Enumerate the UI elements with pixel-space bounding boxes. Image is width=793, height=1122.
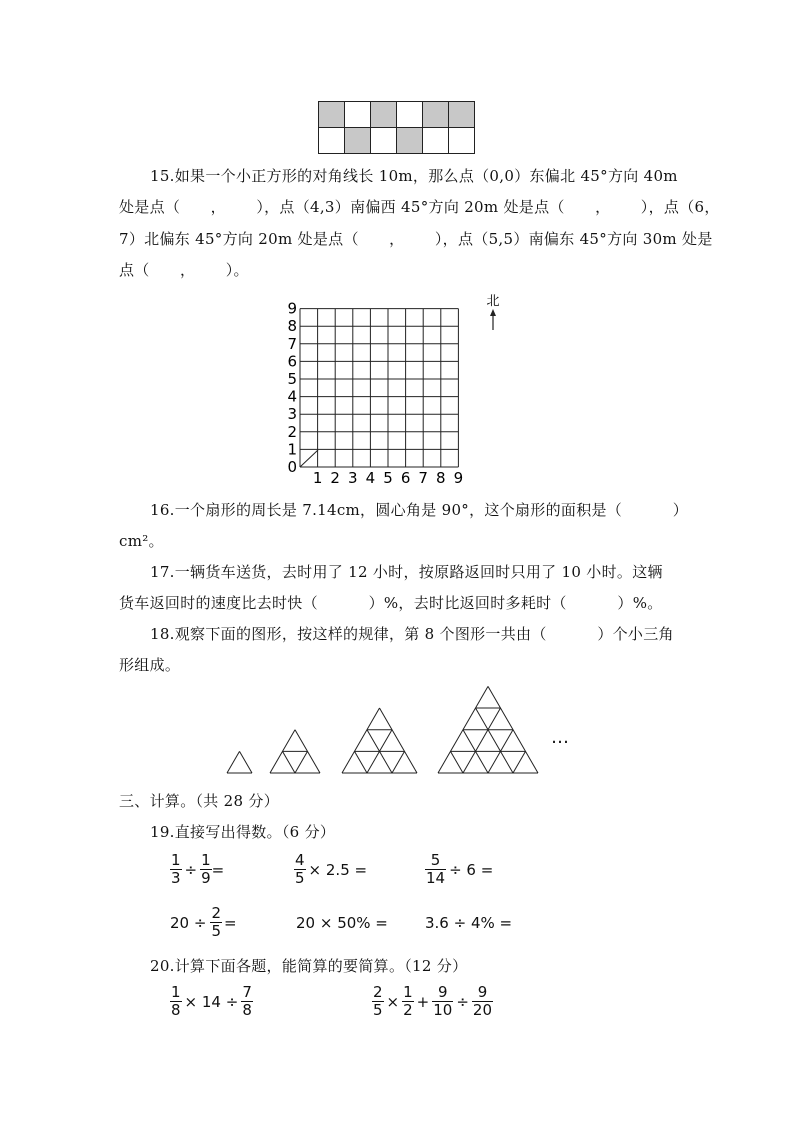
x-tick-label: 7 (418, 469, 428, 485)
q15-line-2: 处是点（ ， ），点（4,3）南偏西 45°方向 20m 处是点（ ， ），点（6， (119, 198, 720, 216)
q17-line-1: 17.一辆货车送货，去时用了 12 小时，按原路返回时只用了 10 小时。这辆 (150, 563, 663, 581)
x-tick-label: 8 (436, 469, 446, 485)
north-label: 北 (486, 294, 500, 309)
triangle-figure-3 (342, 708, 417, 773)
triangle-figure-1 (227, 751, 252, 773)
q20-expr-1: $\frac{1}{8}$ × 14 ÷ $\frac{7}{8}$ (171, 983, 252, 1019)
q17-line-2: 货车返回时的速度比去时快（ ）%，去时比返回时多耗时（ ）%。 (119, 594, 663, 612)
q15-line-1: 15.如果一个小正方形的对角线长 10m，那么点（0,0）东偏北 45°方向 40m (150, 167, 678, 185)
y-tick-label: 5 (287, 370, 297, 388)
x-tick-label: 4 (365, 469, 376, 485)
q18-line-2: 形组成。 (119, 656, 181, 674)
x-tick-label: 3 (348, 469, 358, 485)
q19-title: 19.直接写出得数。（6 分） (150, 823, 336, 841)
y-tick-label: 6 (287, 352, 297, 371)
y-tick-label: 4 (287, 387, 297, 406)
y-tick-label: 8 (287, 317, 297, 336)
triangle-pattern-figure (220, 680, 580, 780)
q16-line-1: 16.一个扇形的周长是 7.14cm，圆心角是 90°，这个扇形的面积是（ ） (150, 501, 689, 519)
q19-expr-5: 20 × 50% = (296, 914, 388, 932)
q18-line-1: 18.观察下面的图形，按这样的规律，第 8 个图形一共由（ ）个小三角 (150, 625, 674, 643)
q16-line-2: cm²。 (119, 532, 164, 550)
y-tick-label: 1 (287, 440, 297, 459)
shaded-square-strip (318, 101, 476, 154)
x-tick-label: 1 (312, 469, 323, 485)
q19-expr-2: $\frac{4}{5}$ × 2.5 = (295, 851, 368, 887)
q20-expr-2: $\frac{2}{5}$ × $\frac{1}{2}$ + $\frac{9}{10}$ ÷ $\frac{9}{20}$ (373, 983, 493, 1019)
triangle-figure-4 (438, 686, 538, 773)
north-arrow-icon (490, 309, 496, 330)
x-tick-label: 6 (400, 469, 411, 485)
q19-expr-4: 20 ÷ $\frac{2}{5}$ = (170, 904, 237, 940)
q19-expr-6: 3.6 ÷ 4% = (425, 914, 513, 932)
q15-line-3: 7）北偏东 45°方向 20m 处是点（ ， ），点（5,5）南偏东 45°方向 30m 处是 (119, 230, 713, 248)
y-tick-label: 0 (287, 458, 297, 476)
section-3-heading: 三、计算。（共 28 分） (119, 792, 280, 810)
y-tick-label: 9 (287, 299, 297, 318)
q20-title: 20.计算下面各题，能简算的要简算。（12 分） (150, 957, 468, 975)
q15-line-4: 点（ ， ）。 (119, 261, 249, 279)
q19-expr-1: $\frac{1}{3}$ ÷ $\frac{1}{9}$ = (171, 851, 225, 887)
x-tick-label: 9 (453, 469, 464, 485)
x-tick-label: 5 (383, 469, 393, 485)
x-tick-label: 2 (330, 469, 340, 485)
y-tick-label: 3 (287, 405, 297, 424)
y-tick-label: 2 (287, 422, 297, 441)
diagonal-segment (300, 450, 318, 467)
coordinate-grid (285, 290, 510, 485)
pattern-ellipsis: … (551, 727, 569, 748)
y-tick-label: 7 (287, 334, 297, 353)
q19-expr-3: $\frac{5}{14}$ ÷ 6 = (426, 851, 494, 887)
triangle-figure-2 (270, 730, 320, 773)
